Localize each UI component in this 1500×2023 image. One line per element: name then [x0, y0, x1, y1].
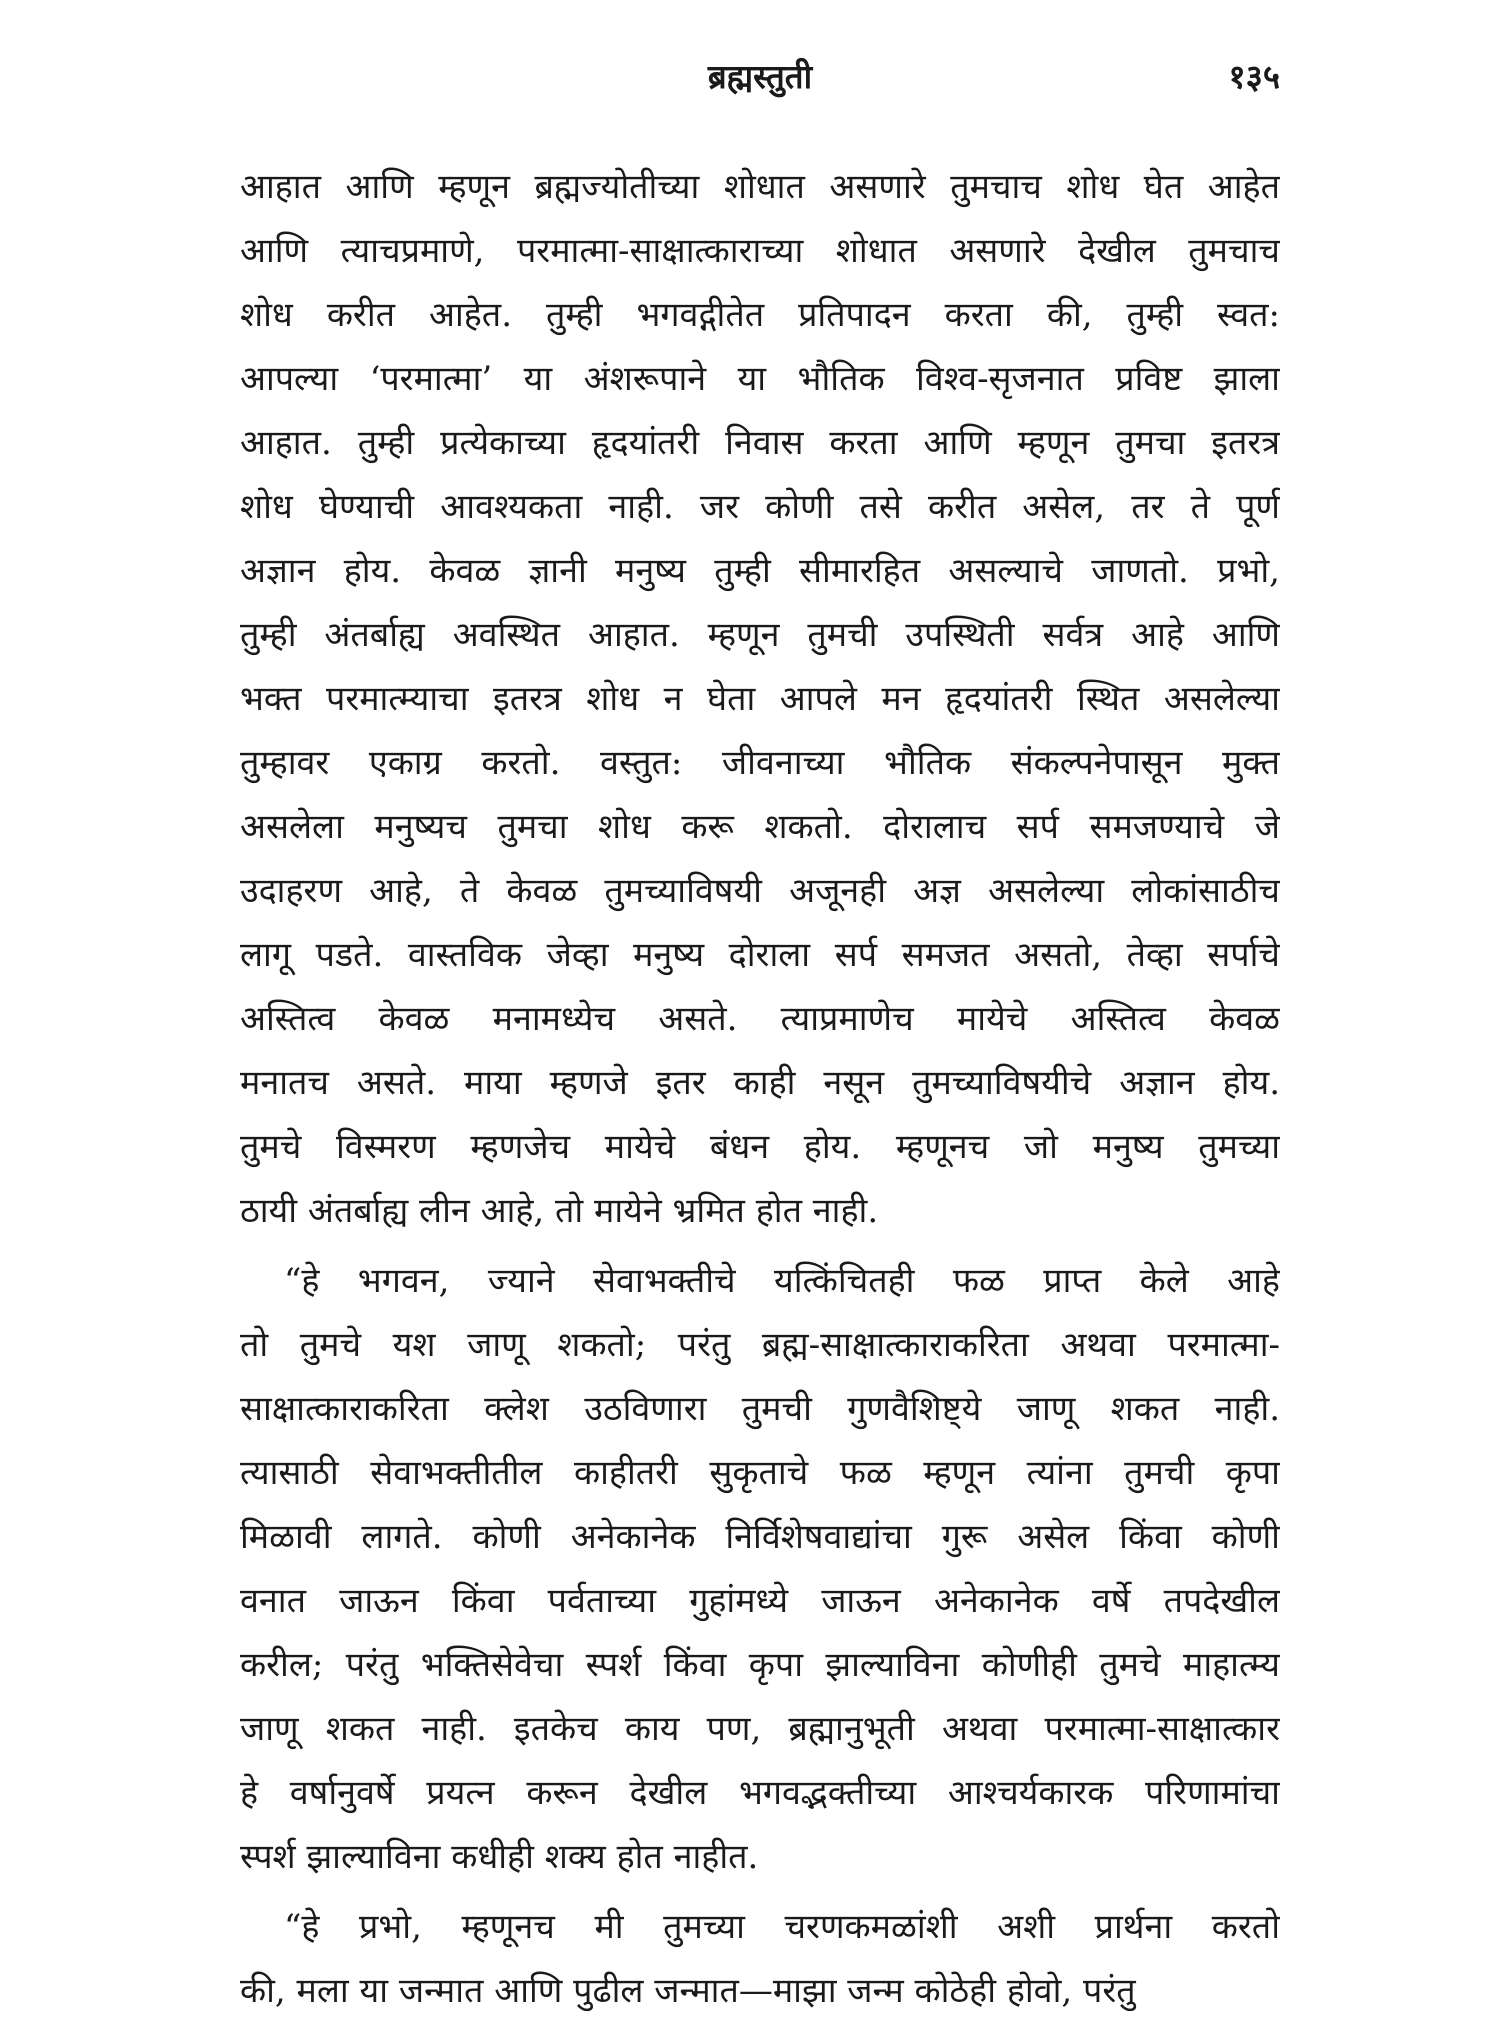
text-line: असलेला मनुष्यच तुमचा शोध करू शकतो. दोरालाच सर्प समजण्याचे जे: [240, 807, 1280, 847]
text-line: आणि त्याचप्रमाणे, परमात्मा-साक्षात्काराच्या शोधात असणारे देखील तुमचाच: [240, 231, 1280, 271]
text-line: की, मला या जन्मात आणि पुढील जन्मात—माझा जन्म कोठेही होवो, परंतु: [240, 1971, 1136, 2011]
text-line: मनातच असते. माया म्हणजे इतर काही नसून तुमच्याविषयीचे अज्ञान होय.: [240, 1063, 1280, 1103]
page-number: १३५: [1228, 57, 1280, 96]
text-line: करील; परंतु भक्तिसेवेचा स्पर्श किंवा कृपा झाल्याविना कोणीही तुमचे माहात्म्य: [240, 1645, 1280, 1685]
text-line: हे वर्षानुवर्षे प्रयत्न करून देखील भगवद्भक्तीच्या आश्चर्यकारक परिणामांचा: [240, 1773, 1280, 1813]
text-line: साक्षात्काराकरिता क्लेश उठविणारा तुमची गुणवैशिष्ट्ये जाणू शकत नाही.: [240, 1389, 1280, 1429]
text-line: “हे प्रभो, म्हणूनच मी तुमच्या चरणकमळांशी अशी प्रार्थना करतो: [284, 1907, 1280, 1947]
text-line: स्पर्श झाल्याविना कधीही शक्य होत नाहीत.: [240, 1837, 759, 1877]
text-line: आहात. तुम्ही प्रत्येकाच्या हृदयांतरी निवास करता आणि म्हणून तुमचा इतरत्र: [240, 423, 1280, 463]
running-title: ब्रह्मस्तुती: [707, 57, 813, 96]
paragraph: [240, 155, 1280, 1243]
text-line: भक्त परमात्म्याचा इतरत्र शोध न घेता आपले मन हृदयांतरी स्थित असलेल्या: [240, 679, 1280, 719]
text-line: वनात जाऊन किंवा पर्वताच्या गुहांमध्ये जाऊन अनेकानेक वर्षे तपदेखील: [240, 1581, 1280, 1621]
text-line: लागू पडते. वास्तविक जेव्हा मनुष्य दोराला सर्प समजत असतो, तेव्हा सर्पाचे: [240, 935, 1280, 975]
paragraph: [240, 1895, 1280, 2023]
text-line: ठायी अंतर्बाह्य लीन आहे, तो मायेने भ्रमित होत नाही.: [240, 1191, 879, 1231]
text-line: तुम्ही अंतर्बाह्य अवस्थित आहात. म्हणून तुमची उपस्थिती सर्वत्र आहे आणि: [240, 615, 1280, 655]
text-line: “हे भगवन, ज्याने सेवाभक्तीचे यत्किंचितही फळ प्राप्त केले आहे: [284, 1261, 1280, 1301]
text-line: उदाहरण आहे, ते केवळ तुमच्याविषयी अजूनही अज्ञ असलेल्या लोकांसाठीच: [240, 871, 1280, 911]
body-text: [240, 155, 1280, 2023]
text-line: मिळावी लागते. कोणी अनेकानेक निर्विशेषवाद्यांचा गुरू असेल किंवा कोणी: [240, 1517, 1280, 1557]
text-line: तुम्हावर एकाग्र करतो. वस्तुत: जीवनाच्या भौतिक संकल्पनेपासून मुक्त: [240, 743, 1280, 783]
text-line: आहात आणि म्हणून ब्रह्मज्योतीच्या शोधात असणारे तुमचाच शोध घेत आहेत: [240, 167, 1280, 207]
text-line: शोध करीत आहेत. तुम्ही भगवद्गीतेत प्रतिपादन करता की, तुम्ही स्वत:: [240, 295, 1280, 335]
text-line: त्यासाठी सेवाभक्तीतील काहीतरी सुकृताचे फळ म्हणून त्यांना तुमची कृपा: [240, 1453, 1280, 1493]
text-line: आपल्या ‘परमात्मा’ या अंशरूपाने या भौतिक विश्व-सृजनात प्रविष्ट झाला: [240, 359, 1280, 399]
text-line: शोध घेण्याची आवश्यकता नाही. जर कोणी तसे करीत असेल, तर ते पूर्ण: [240, 487, 1280, 527]
text-line: तो तुमचे यश जाणू शकतो; परंतु ब्रह्म-साक्षात्काराकरिता अथवा परमात्मा-: [240, 1325, 1280, 1365]
running-head: [240, 52, 1280, 102]
text-line: अज्ञान होय. केवळ ज्ञानी मनुष्य तुम्ही सीमारहित असल्याचे जाणतो. प्रभो,: [240, 551, 1280, 591]
text-line: अस्तित्व केवळ मनामध्येच असते. त्याप्रमाणेच मायेचे अस्तित्व केवळ: [240, 999, 1280, 1039]
text-line: जाणू शकत नाही. इतकेच काय पण, ब्रह्मानुभूती अथवा परमात्मा-साक्षात्कार: [240, 1709, 1280, 1749]
paragraph: [240, 1249, 1280, 1889]
text-line: तुमचे विस्मरण म्हणजेच मायेचे बंधन होय. म्हणूनच जो मनुष्य तुमच्या: [240, 1127, 1280, 1167]
